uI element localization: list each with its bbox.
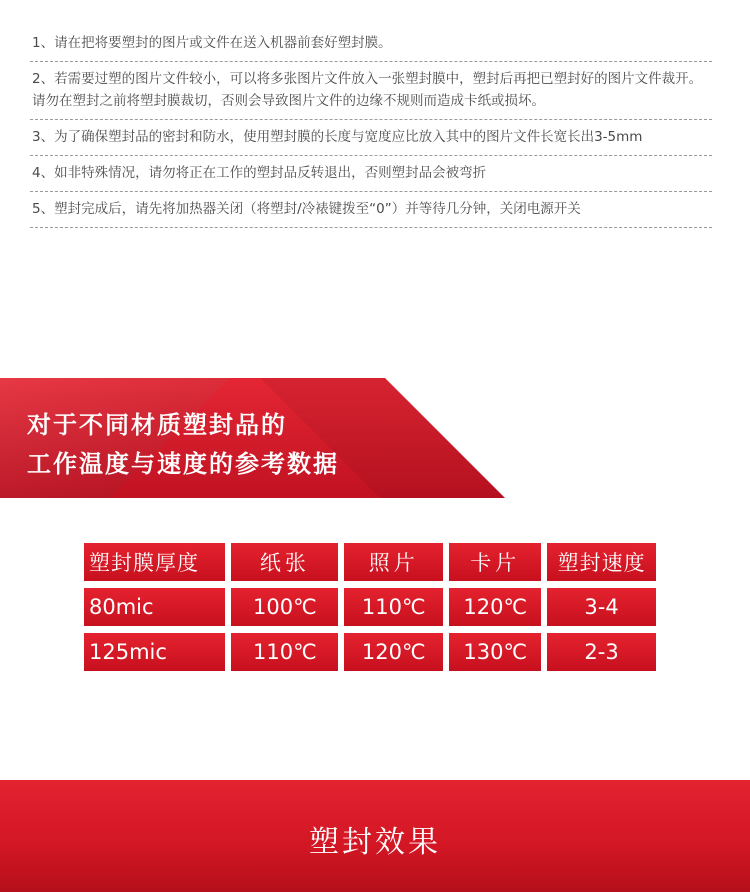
- note-item: 5、塑封完成后，请先将加热器关闭（将塑封/冷裱键拨至“0”）并等待几分钟，关闭电源开关: [30, 192, 712, 228]
- note-item: 4、如非特殊情况，请勿将正在工作的塑封品反转退出，否则塑封品会被弯折: [30, 156, 712, 192]
- header-cell-thickness: 塑封膜厚度: [84, 543, 225, 581]
- reference-data-banner: [0, 378, 505, 498]
- table-row: [84, 588, 656, 626]
- table-cell: 125mic: [84, 633, 225, 671]
- banner-title-line-1: 对于不同材质塑封品的: [27, 411, 287, 439]
- table-cell: 3-4: [547, 588, 656, 626]
- reference-table: [84, 543, 656, 678]
- table-cell: 80mic: [84, 588, 225, 626]
- note-item: 1、请在把将要塑封的图片或文件在送入机器前套好塑封膜。: [30, 28, 712, 62]
- note-item: 2、若需要过塑的图片文件较小，可以将多张图片文件放入一张塑封膜中，塑封后再把已塑封好的图片文件裁开。请勿在塑封之前将塑封膜裁切，否则会导致图片文件的边缘不规则而造成卡纸或损坏。: [30, 62, 712, 120]
- table-cell: 130℃: [449, 633, 541, 671]
- table-cell: 100℃: [231, 588, 338, 626]
- header-cell-paper: 纸张: [231, 543, 338, 581]
- table-cell: 110℃: [344, 588, 443, 626]
- header-cell-speed: 塑封速度: [547, 543, 656, 581]
- table-cell: 2-3: [547, 633, 656, 671]
- note-item: 3、为了确保塑封品的密封和防水，使用塑封膜的长度与宽度应比放入其中的图片文件长宽长出3-5mm: [30, 120, 712, 156]
- table-cell: 110℃: [231, 633, 338, 671]
- table-header-row: [84, 543, 656, 581]
- lamination-effect-banner: [0, 780, 750, 892]
- notes-list: [30, 28, 712, 228]
- table-cell: 120℃: [344, 633, 443, 671]
- header-cell-card: 卡片: [449, 543, 541, 581]
- table-row: [84, 633, 656, 671]
- footer-title: 塑封效果: [309, 825, 441, 860]
- banner-title-line-2: 工作温度与速度的参考数据: [27, 450, 339, 478]
- header-cell-photo: 照片: [344, 543, 443, 581]
- table-cell: 120℃: [449, 588, 541, 626]
